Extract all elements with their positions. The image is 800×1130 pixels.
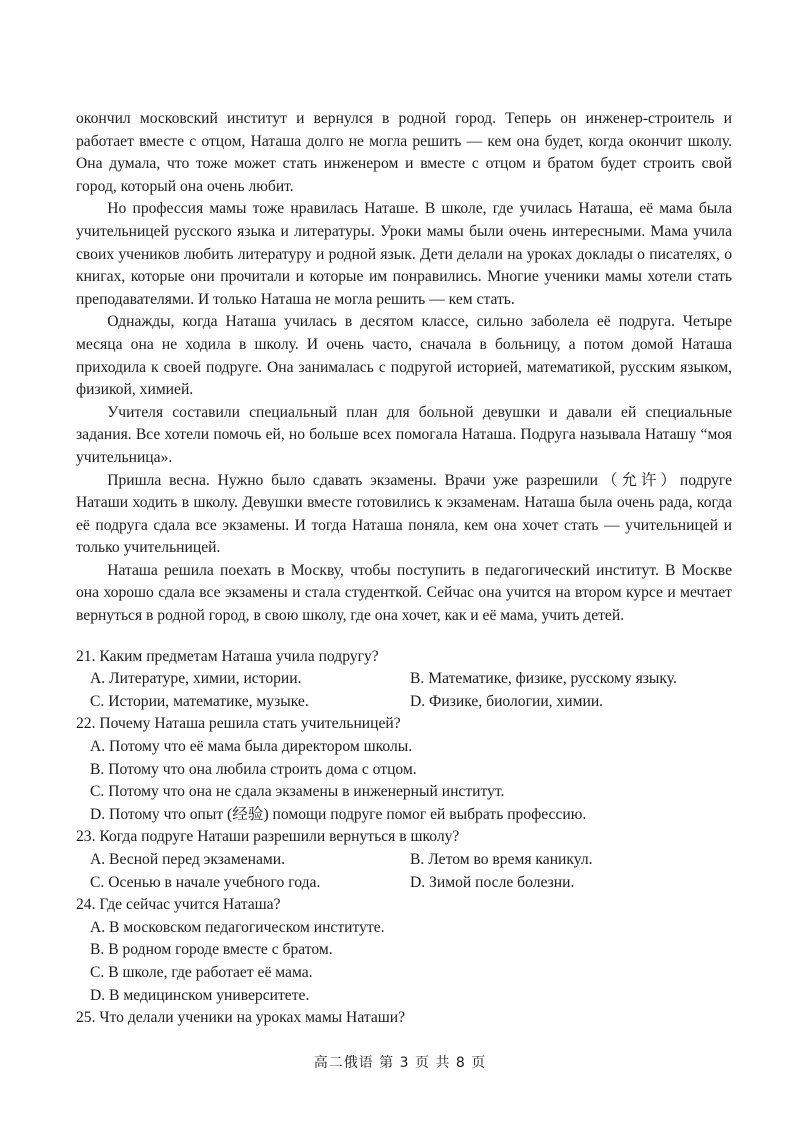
question-stem: 23. Когда подруге Наташи разрешили вернуться в школу? [76,828,460,846]
option-b: B. Летом во время каникул. [410,851,593,868]
question-stem: 22. Почему Наташа решила стать учительницей? [76,715,401,733]
option-b: B. Математике, физике, русскому языку. [410,670,677,688]
options-row [76,849,732,872]
question-stem: 21. Каким предметам Наташа учила подругу? [76,647,379,665]
passage-paragraph-2: Но профессия мамы тоже нравилась Наташе. В школе, где училась Наташа, её мама была учительницей русского языка и литературы. Уроки мамы были очень интересными. Мама учила своих учеников любить литературу и родной язык. Дети делали на уроках доклады о писателях, о книгах, которые они прочитали и которые им понравились. Многие ученики мамы хотели стать преподавателями. И только Наташа не могла решить — кем стать. [76,200,732,308]
passage-paragraph-5: Пришла весна. Нужно было сдавать экзамены. Врачи уже разрешили（允许）подруге Наташи ходить в школу. Девушки вместе готовились к экзаменам. Наташа была очень рада, когда её подруга сдала все экзамены. И тогда Наташа поняла, кем она хочет стать — учительницей и только учительницей. [76,471,732,557]
passage-paragraph-4: Учителя составили специальный план для больной девушки и давали ей специальные задания. Все хотели помочь ей, но больше всех помогала Наташа. Подруга называла Наташу “моя учительница». [76,403,732,466]
options-row [76,691,732,714]
option-d: D. Физике, биологии, химии. [410,692,604,710]
option-c: C. Осенью в начале учебного года. [90,873,321,891]
option-a: A. Весной перед экзаменами. [90,851,285,868]
option-d: D. Зимой после болезни. [410,873,575,891]
option-c: C. В школе, где работает её мама. [90,963,313,981]
page-footer: 高二俄语 第 3 页 共 8 页 [313,1055,487,1071]
question-24 [76,894,732,1007]
option-a: A. Литературе, химии, истории. [90,670,302,688]
option-d: D. Потому что опыт (经验) помощи подруге помог ей выбрать профессию. [90,805,587,823]
options-row [76,668,732,691]
option-a: A. Потому что её мама была директором школы. [90,738,413,756]
question-stem: 24. Где сейчас учится Наташа? [76,896,281,914]
exam-page [76,108,732,1030]
option-b: B. В родном городе вместе с братом. [90,941,333,959]
question-stem: 25. Что делали ученики на уроках мамы Наташи? [76,1009,406,1027]
option-c: C. Истории, математике, музыке. [90,692,309,710]
question-21 [76,646,732,714]
options-row [76,872,732,895]
option-a: A. В московском педагогическом институте. [90,918,385,936]
passage-paragraph-6: Наташа решила поехать в Москву, чтобы поступить в педагогический институт. В Москве она хорошо сдала все экзамены и стала студенткой. Сейчас она учится на втором курсе и мечтает вернуться в родной город, в свою школу, где она хочет, как и её мама, учить детей. [76,561,732,625]
questions-section [76,646,732,1030]
passage-paragraph-3: Однажды, когда Наташа училась в десятом классе, сильно заболела её подруга. Четыре месяца она не ходила в школу. И очень часто, сначала в больницу, а потом домой Наташа приходила к своей подруге. Она занималась с подругой историей, математикой, русским языком, физикой, химией. [76,313,732,399]
option-c: C. Потому что она не сдала экзамены в инженерный институт. [90,783,505,801]
reading-passage [76,108,732,628]
question-25 [76,1007,732,1030]
question-23 [76,826,732,894]
option-d: D. В медицинском университете. [90,986,310,1004]
passage-paragraph-1: окончил московский институт и вернулся в родной город. Теперь он инженер-строитель и работает вместе с отцом, Наташа долго не могла решить — кем она будет, когда окончит школу. Она думала, что тоже может стать инженером и вместе с отцом и братом будет строить свой город, который она очень любит. [76,110,732,195]
option-b: B. Потому что она любила строить дома с отцом. [90,760,417,778]
question-22 [76,713,732,826]
